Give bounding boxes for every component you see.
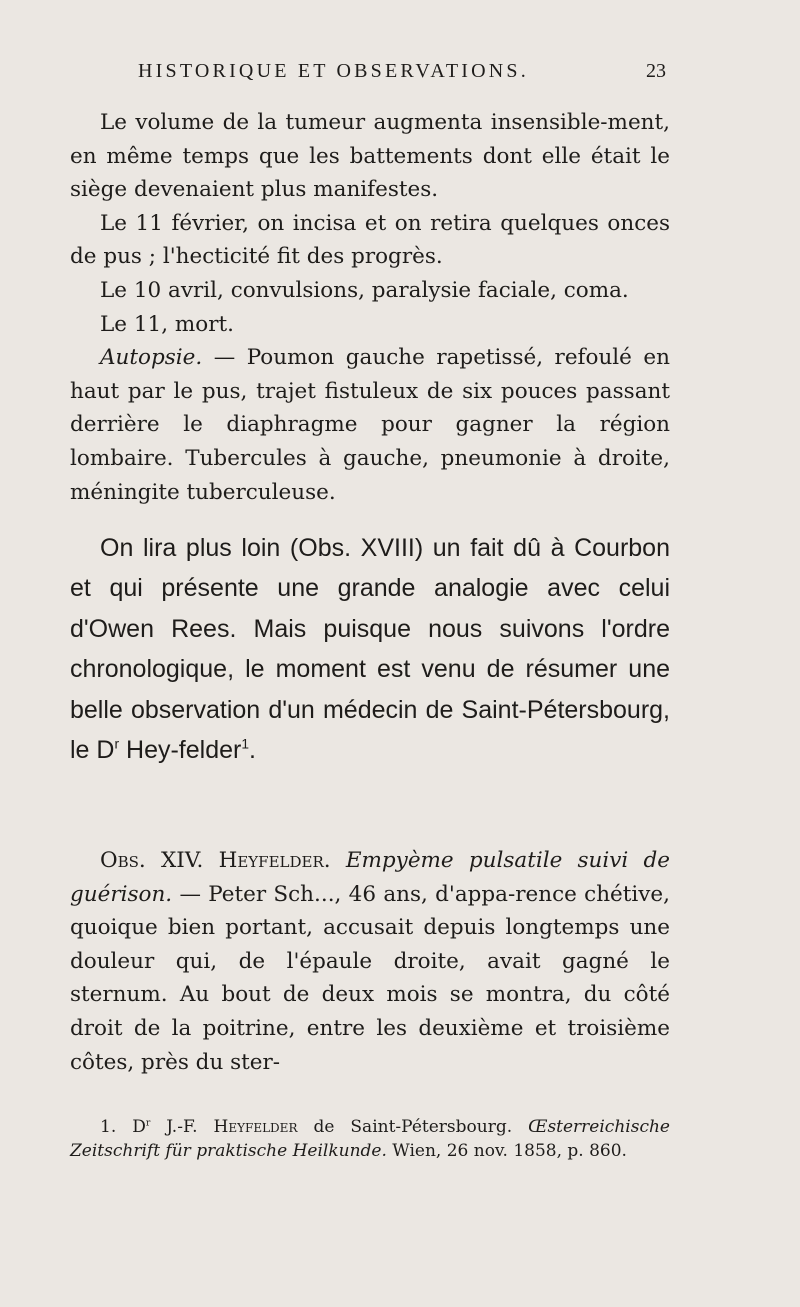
- paragraph-february: Le 11 février, on incisa et on retira quelques onces de pus ; l'hecticité fit des progrès.: [70, 210, 670, 270]
- observation-paragraph: [70, 844, 670, 1079]
- autopsy-text: — Poumon gauche rapetissé, refoulé en haut par le pus, trajet fistuleux de six pouces passant derrière le diaphragme pour gagner la région lombaire. Tubercules à gauche, pneumonie à droite, méningite tuberculeuse.: [70, 345, 670, 505]
- footnote-initials: J.-F.: [150, 1117, 214, 1137]
- obs-punct: .: [323, 848, 346, 873]
- paragraph-heyfelder-intro: [70, 528, 670, 770]
- footnote-place: de Saint-Pétersbourg.: [297, 1117, 529, 1137]
- paragraph-april: Le 10 avril, convulsions, paralysie faciale, coma.: [100, 277, 629, 303]
- case-continuation: [70, 106, 670, 509]
- obs-label: Obs. XIV.: [100, 848, 219, 873]
- obs-text: — Peter Sch..., 46 ans, d'appa-rence chétive, quoique bien portant, accusait depuis longtemps une douleur qui, de l'épaule droite, avait gagné le sternum. Au bout de deux mois se montra, du côté droit de la poitrine, entre les deuxième et troisième côtes, près du ster-: [70, 881, 670, 1075]
- obs-author: Heyfelder: [218, 848, 324, 873]
- autopsy-label: Autopsie.: [100, 345, 203, 371]
- transition-paragraph: [70, 528, 670, 770]
- footnote-reference-details: Wien, 26 nov. 1858, p. 860.: [386, 1141, 627, 1161]
- intro-tail: Hey-felder: [119, 736, 242, 765]
- intro-end: .: [248, 736, 256, 765]
- footnote-author: Heyfelder: [213, 1117, 298, 1137]
- footnote: [70, 1115, 670, 1163]
- running-header: [100, 60, 666, 100]
- paragraph-autopsy: [70, 341, 670, 509]
- running-title: HISTORIQUE ET OBSERVATIONS.: [138, 60, 529, 82]
- observation-xiv: [70, 844, 670, 1079]
- footnote-reference: 1: [241, 736, 249, 752]
- footnote-superscript: r: [145, 1117, 151, 1129]
- obs-title: Empyème pulsatile suivi de guérison.: [70, 848, 670, 907]
- paragraph-volume: Le volume de la tumeur augmenta insensible-ment, en même temps que les battements dont elle était le siège devenaient plus manifestes.: [70, 110, 670, 203]
- footnote-text: [70, 1115, 670, 1163]
- doctor-superscript: r: [114, 736, 120, 752]
- footnote-number: 1. D: [100, 1117, 146, 1137]
- intro-text: On lira plus loin (Obs. XVIII) un fait dû à Courbon et qui présente une grande analogie avec celui d'Owen Rees. Mais puisque nous suivons l'ordre chronologique, le moment est venu de résumer une belle observation d'un médecin de Saint-Pétersbourg, le D: [70, 534, 670, 765]
- page-number: 23: [646, 60, 666, 82]
- footnote-journal: Œsterreichische Zeitschrift für praktische Heilkunde.: [70, 1117, 670, 1161]
- paragraph-death: Le 11, mort.: [100, 311, 234, 337]
